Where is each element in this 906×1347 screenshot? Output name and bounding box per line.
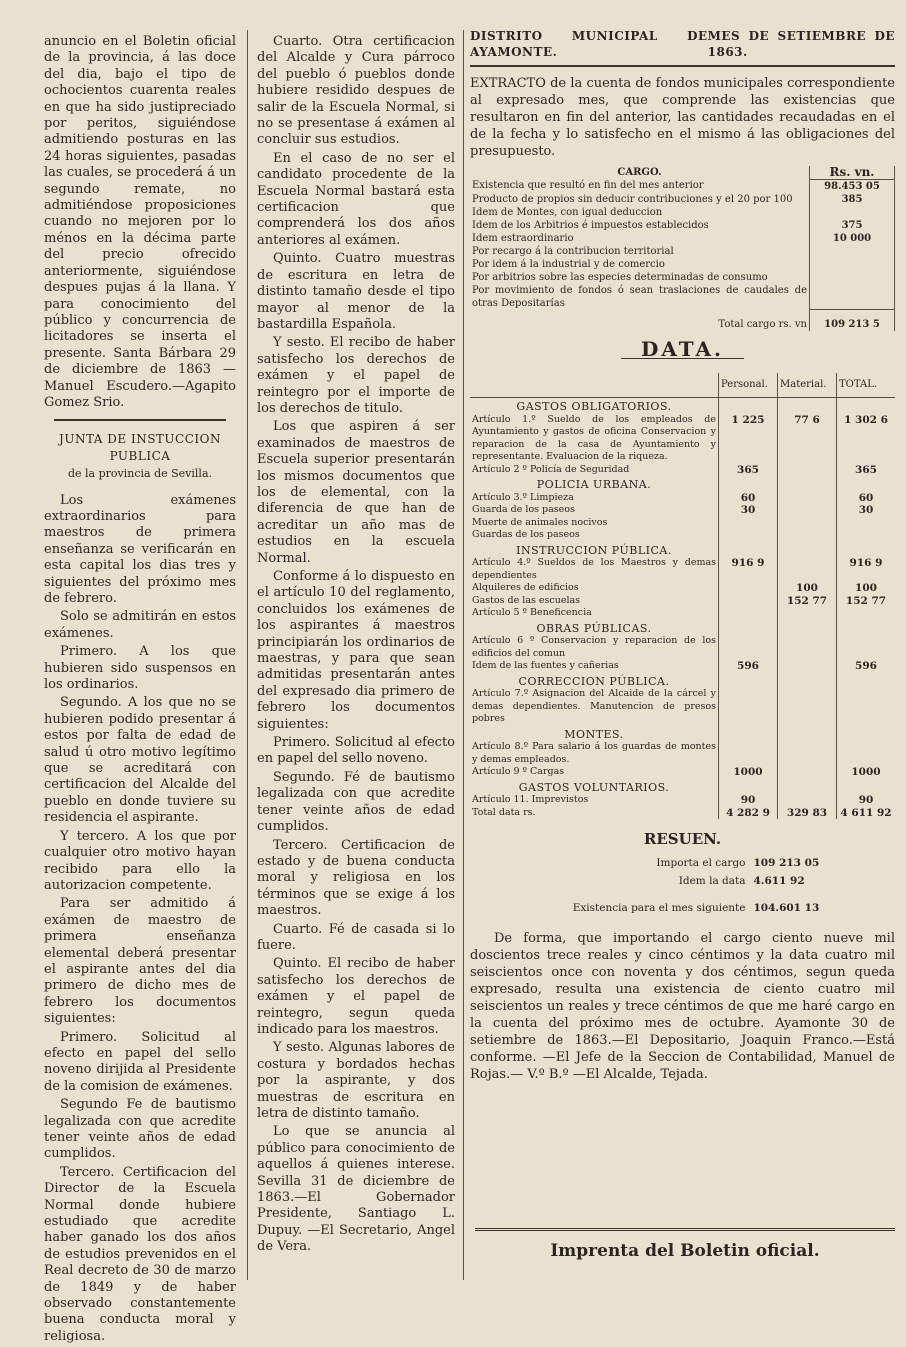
data-cell-empty [719, 726, 778, 742]
cargo-row-label: Por idem á la industrial y de comercio [472, 258, 665, 270]
paragraph: Los que aspiren á ser examinados de maestros de Escuela superior presentarán los mismos documentos que los de elemental, con la diferencia de que han de acreditar un año mas de estudios en la escuela Normal. [257, 419, 455, 566]
data-material [778, 504, 837, 517]
data-row-label: Guarda de los paseos [472, 504, 575, 516]
data-row-label: Total data rs. [472, 806, 536, 818]
data-row-label: Artículo 2 º Policía de Seguridad [472, 463, 630, 475]
data-cell-empty [719, 542, 778, 558]
data-total [837, 529, 896, 542]
data-personal [719, 688, 778, 726]
data-cell-empty [719, 476, 778, 492]
column-rule-1 [247, 30, 248, 1280]
cargo-row-amount [810, 284, 895, 310]
data-cell-empty [837, 476, 896, 492]
data-personal [719, 529, 778, 542]
cargo-row-amount [810, 245, 895, 258]
cargo-row [470, 206, 895, 219]
data-row [470, 557, 895, 582]
paragraph: Tercero. Certificacion del Director de la Escuela Normal donde hubiere estudiado que acredite haber ganado los dos años de estudios prevenidos en el Real decreto de 30 de marzo de 1849 y de haber observado constantemente buena conducta moral y religiosa. [44, 1164, 236, 1344]
data-cell-empty [778, 673, 837, 689]
cargo-row-amount [810, 271, 895, 284]
data-table [470, 373, 895, 819]
data-row-label: Muerte de animales nocivos [472, 516, 608, 528]
section-divider [54, 419, 226, 421]
data-cell-empty [778, 779, 837, 795]
resumen-title: RESUEN. [643, 830, 722, 849]
cargo-row-label: Idem de los Arbitrios é impuestos establecidos [472, 219, 709, 231]
cargo-row [470, 232, 895, 245]
data-material [778, 492, 837, 505]
data-cell-empty [778, 398, 837, 414]
data-cell-empty [837, 542, 896, 558]
data-cell-empty [778, 476, 837, 492]
month-label: MES DE SETIEMBRE DE 1863. [707, 29, 895, 60]
data-personal: 1 225 [719, 414, 778, 464]
data-total: 90 [837, 794, 896, 807]
data-row [470, 504, 895, 517]
cargo-row-amount: 385 [810, 193, 895, 206]
data-material [778, 688, 837, 726]
data-total [837, 688, 896, 726]
paragraph: Segundo Fe de bautismo legalizada con que acredite tener veinte años de edad cumplidos. [44, 1097, 236, 1162]
data-row [470, 517, 895, 530]
data-material [778, 517, 837, 530]
cargo-row-label: Por recargo á la contribucion territorial [472, 245, 674, 257]
resumen-label: Idem la data [678, 874, 746, 887]
data-row [470, 492, 895, 505]
paragraph: Lo que se anuncia al público para conocimiento de aquellos á quienes interese. Sevilla 31 de diciembre de 1863.—El Gobernador Presidente, Santiago L. Dupuy. —El Secretario, Angel de Vera. [257, 1124, 455, 1255]
data-personal: 90 [719, 794, 778, 807]
auction-notice-text: anuncio en el Boletin oficial de la provincia, á las doce del dia, bajo el tipo de ochocientos cuarenta reales en que ha sido justipreciado por peritos, siguiéndose admitiendo posturas en las 24 horas siguientes, pasadas las cuales, se procederá á un segundo remate, no admitiéndose proposiciones cuando no mejoren por lo ménos en la décima parte del precio ofrecido anteriormente, siguiéndose despues pujas á la llana. Y para conocimiento del público y concurrencia de licitadores se inserta el presente. Santa Bárbara 29 de diciembre de 1863 —Manuel Escudero.—Agapito Gomez Srio. [44, 34, 236, 410]
data-personal [719, 741, 778, 766]
data-material [778, 660, 837, 673]
district-name: DISTRITO MUNICIPAL DE AYAMONTE. [470, 29, 708, 60]
paragraph: Primero. Solicitud al efecto en papel del sello noveno. [257, 735, 455, 767]
data-section-row [470, 673, 895, 689]
data-total: 596 [837, 660, 896, 673]
paragraph: Conforme á lo dispuesto en el artículo 10 del reglamento, concluidos los exámenes de los aspirantes á maestros principiarán los ordinarios de maestras, y para que sean admitidas presentarán antes del expresado dia primero de febrero los documentos siguientes: [257, 569, 455, 732]
cargo-row-amount [810, 258, 895, 271]
cargo-total: 109 213 5 [810, 310, 895, 332]
data-personal: 30 [719, 504, 778, 517]
cargo-unit: Rs. vn. [810, 166, 895, 180]
data-cell-empty [719, 779, 778, 795]
data-title: DATA. [621, 341, 744, 358]
data-material [778, 607, 837, 620]
paragraph: Solo se admitirán en estos exámenes. [44, 609, 236, 641]
data-section-label: GASTOS OBLIGATORIOS. [516, 400, 672, 414]
district-header [470, 28, 895, 67]
data-material: 77 6 [778, 414, 837, 464]
cargo-row-label: Por arbitrios sobre las especies determinadas de consumo [472, 271, 768, 283]
cargo-row-label: Idem estraordinario [472, 232, 574, 244]
data-section-label: MONTES. [564, 727, 624, 741]
data-section-label: OBRAS PÚBLICAS. [536, 621, 652, 635]
data-section-row [470, 398, 895, 414]
data-cell-empty [778, 726, 837, 742]
cargo-row-amount: 375 [810, 219, 895, 232]
column-1 [44, 34, 236, 1347]
data-personal: 916 9 [719, 557, 778, 582]
resumen-amount: 4.611 92 [753, 874, 805, 887]
data-row-label: Artículo 7.º Asignacion del Alcaide de la cárcel y demas dependientes. Manutencion de presos pobres [472, 688, 716, 725]
column-rule-2 [463, 30, 464, 1280]
cargo-row [470, 271, 895, 284]
paragraph: Segundo. Fé de bautismo legalizada con que acredite tener veinte años de edad cumplidos. [257, 769, 455, 835]
paragraph: Primero. Solicitud al efecto en papel del sello noveno dirijida al Presidente de la comision de exámenes. [44, 1029, 236, 1094]
cargo-table [470, 166, 895, 332]
junta-heading: JUNTA DE INSTUCCION PUBLICA [59, 432, 221, 463]
existencia-amount: 104.601 13 [753, 902, 820, 915]
col-material: Material. [778, 373, 837, 398]
cargo-row [470, 193, 895, 206]
data-section-label: CORRECCION PÚBLICA. [518, 674, 670, 688]
data-material [778, 464, 837, 477]
data-cell-empty [719, 620, 778, 636]
data-material: 152 77 [778, 595, 837, 608]
data-section-label: INSTRUCCION PÚBLICA. [516, 543, 672, 557]
data-material [778, 635, 837, 660]
data-total: 30 [837, 504, 896, 517]
data-personal [719, 582, 778, 595]
data-row-label: Gastos de las escuelas [472, 594, 581, 606]
data-total [837, 607, 896, 620]
cargo-row-label: Por movimiento de fondos ó sean traslaciones de caudales de otras Depositarías [472, 284, 807, 309]
paragraph: Los exámenes extraordinarios para maestros de primera enseñanza se verificarán en esta capital los dias tres y siguientes del próximo mes de febrero. [44, 492, 236, 606]
paragraph: Y sesto. Algunas labores de costura y bordados hechas por la aspirante, y dos muestras de escritura en letra de distinto tamaño. [257, 1040, 455, 1121]
data-total: 1 302 6 [837, 414, 896, 464]
paragraph: Y sesto. El recibo de haber satisfecho los derechos de exámen y el papel de reintegro por el importe de los derechos de titulo. [257, 335, 455, 416]
paragraph: Quinto. El recibo de haber satisfecho los derechos de exámen y el papel de reintegro, segun queda indicado para los maestros. [257, 956, 455, 1037]
cargo-total-label: Total cargo rs. vn [718, 318, 807, 330]
data-personal [719, 635, 778, 660]
junta-subheading: de la provincia de Sevilla. [67, 467, 212, 481]
data-total: 365 [837, 464, 896, 477]
data-personal: 1000 [719, 766, 778, 779]
closing-paragraph: De forma, que importando el cargo ciento nueve mil doscientos trece reales y cinco céntimos y la data cuatro mil seiscientos once con noventa y dos céntimos, segun queda expresado, resulta una existencia de ciento cuatro mil seiscientos un reales y trece céntimos de que me haré cargo en la cuenta del próximo mes de octubre. Ayamonte 30 de setiembre de 1863.—El Depositario, Joaquin Franco.—Está conforme. —El Jefe de la Seccion de Contabilidad, Manuel de Rojas.— V.º B.º —El Alcalde, Tejada. [470, 930, 895, 1082]
data-cell-empty [837, 726, 896, 742]
paragraph: Cuarto. Fé de casada si lo fuere. [257, 921, 455, 953]
paragraph: Tercero. Certificacion de estado y de buena conducta moral y religiosa en los términos que se exige á los maestros. [257, 837, 455, 919]
data-personal: 4 282 9 [719, 807, 778, 820]
data-row-label: Guardas de los paseos [472, 529, 580, 541]
data-total [837, 741, 896, 766]
column-2 [257, 34, 455, 1258]
data-row-label: Artículo 8.º Para salario á los guardas de montes y demas empleados. [472, 741, 716, 765]
data-cell-empty [778, 620, 837, 636]
data-row-label: Artículo 5 º Beneficencia [472, 607, 592, 619]
cargo-row-amount: 98.453 05 [810, 179, 895, 193]
data-cell-empty [837, 620, 896, 636]
paragraph: Y tercero. A los que por cualquier otro motivo hayan recibido para ello la autorizacion competente. [44, 828, 236, 893]
data-total: 60 [837, 492, 896, 505]
data-row-label: Alquileres de edificios [472, 582, 579, 594]
paragraph: Primero. A los que hubieren sido suspensos en los ordinarios. [44, 644, 236, 693]
cargo-row [470, 219, 895, 232]
cargo-row [470, 258, 895, 271]
paragraph: Segundo. A los que no se hubieren podido presentar á estos por falta de edad de salud ú otro motivo legítimo que se acreditará con certificacion del Alcalde del pueblo en donde tuviere su residencia el aspirante. [44, 695, 236, 826]
paragraph: En el caso de no ser el candidato procedente de la Escuela Normal bastará esta certificacion que comprenderá los dos años anteriores al exámen. [257, 150, 455, 248]
cargo-row [470, 284, 895, 310]
data-cell-empty [837, 779, 896, 795]
data-row [470, 688, 895, 726]
paragraph: Para ser admitido á exámen de maestro de primera enseñanza elemental deberá presentar el aspirante antes del dia primero de dicho mes de febrero los documentos siguientes: [44, 896, 236, 1027]
column-3 [470, 28, 895, 1085]
data-row-label: Artículo 4.º Sueldos de los Maestros y demas dependientes [472, 557, 716, 581]
paragraph: Cuarto. Otra certificacion del Alcalde y Cura párroco del pueblo ó pueblos donde hubiere residido despues de salir de la Escuela Normal, si no se presentase á exámen al concluir sus estudios. [257, 34, 455, 148]
resumen-amount: 109 213 05 [753, 856, 820, 869]
data-row [470, 582, 895, 595]
data-section-label: POLICIA URBANA. [536, 478, 652, 492]
data-row-label: Artículo 11. Imprevistos [472, 794, 589, 806]
data-row [470, 807, 895, 820]
data-material [778, 741, 837, 766]
data-row [470, 529, 895, 542]
data-total: 916 9 [837, 557, 896, 582]
data-personal [719, 517, 778, 530]
data-material: 329 83 [778, 807, 837, 820]
data-total: 1000 [837, 766, 896, 779]
resumen-row [523, 872, 842, 890]
resumen-row [523, 854, 842, 872]
data-section-row [470, 779, 895, 795]
data-row-label: Artículo 6 º Conservacion y reparacion de los edificios del comun [472, 635, 716, 659]
data-personal [719, 607, 778, 620]
data-total: 4 611 92 [837, 807, 896, 820]
data-material [778, 529, 837, 542]
printer-footer: Imprenta del Boletin oficial. [475, 1228, 895, 1261]
cargo-row [470, 245, 895, 258]
data-row [470, 741, 895, 766]
paragraph: Quinto. Cuatro muestras de escritura en letra de distinto tamaño desde el tipo mayor al menor de la bastardilla Española. [257, 251, 455, 332]
data-section-label: GASTOS VOLUNTARIOS. [518, 780, 670, 794]
data-section-row [470, 726, 895, 742]
data-cell-empty [778, 542, 837, 558]
data-material: 100 [778, 582, 837, 595]
col-personal: Personal. [719, 373, 778, 398]
col-total: TOTAL. [837, 373, 896, 398]
data-personal: 60 [719, 492, 778, 505]
data-row [470, 766, 895, 779]
data-cell-empty [719, 398, 778, 414]
resumen-label: Importa el cargo [656, 856, 746, 869]
data-row-label: Idem de las fuentes y cañerias [472, 660, 619, 672]
data-row [470, 464, 895, 477]
data-row-label: Artículo 1.º Sueldo de los empleados de Ayuntamiento y gastos de oficina Conservacion y reparacion de la casa de Ayuntamiento y representante. Evaluacion de la riqueza. [472, 413, 716, 463]
data-cell-empty [719, 673, 778, 689]
data-personal: 596 [719, 660, 778, 673]
data-row [470, 414, 895, 464]
data-material [778, 766, 837, 779]
data-section-row [470, 476, 895, 492]
data-cell-empty [837, 673, 896, 689]
data-section-row [470, 542, 895, 558]
data-cell-empty [837, 398, 896, 414]
data-row [470, 595, 895, 608]
cargo-row-amount [810, 206, 895, 219]
data-total: 100 [837, 582, 896, 595]
data-personal: 365 [719, 464, 778, 477]
data-section-row [470, 620, 895, 636]
data-row [470, 635, 895, 660]
data-row [470, 660, 895, 673]
data-total [837, 635, 896, 660]
existencia-label: Existencia para el mes siguiente [572, 902, 746, 915]
cargo-row [470, 179, 895, 193]
cargo-row-label: Producto de propios sin deducir contribuciones y el 20 por 100 [472, 193, 793, 205]
data-total [837, 517, 896, 530]
data-material [778, 794, 837, 807]
data-row-label: Artículo 9 º Cargas [472, 766, 565, 778]
data-personal [719, 595, 778, 608]
data-row [470, 794, 895, 807]
resumen-table [523, 854, 842, 918]
cargo-row-amount: 10 000 [810, 232, 895, 245]
data-total: 152 77 [837, 595, 896, 608]
extracto-text: EXTRACTO de la cuenta de fondos municipales correspondiente al expresado mes, que comprende las existencias que resultaron en fin del anterior, las cantidades recaudadas en el de la fecha y lo satisfecho en el mismo á las obligaciones del presupuesto. [470, 75, 895, 159]
cargo-row-label: Existencia que resultó en fin del mes anterior [472, 180, 704, 192]
data-material [778, 557, 837, 582]
data-row-label: Artículo 3.º Limpieza [472, 491, 574, 503]
data-row [470, 607, 895, 620]
cargo-title: CARGO. [617, 166, 662, 178]
cargo-row-label: Idem de Montes, con igual deduccion [472, 206, 663, 218]
